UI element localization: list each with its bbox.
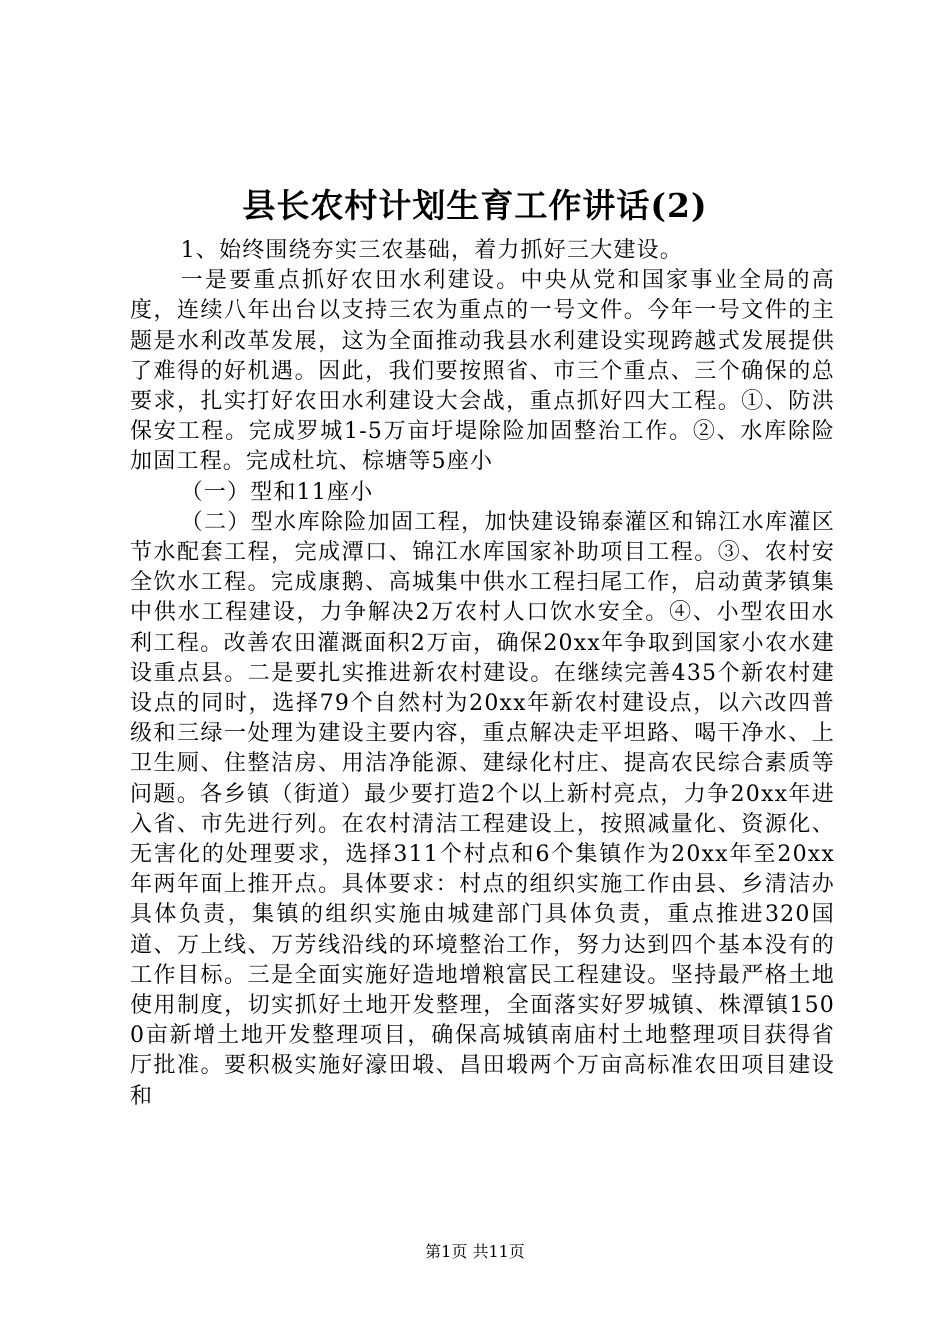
document-body [130, 236, 835, 1112]
document-title: 县长农村计划生育工作讲话(2) [242, 186, 708, 225]
paragraph: 一是要重点抓好农田水利建设。中央从党和国家事业全局的高度，连续八年出台以支持三农为重点的一号文件。今年一号文件的主题是水利改革发展，这为全面推动我县水利建设实现跨越式发展提供了难得的好机遇。因此，我们要按照省、市三个重点、三个确保的总要求，扎实打好农田水利建设大会战，重点抓好四大工程。①、防洪保安工程。完成罗城1-5万亩圩堤除险加固整治工作。②、水库除险加固工程。完成杜坑、棕塘等5座小 [130, 268, 835, 475]
paragraph: （二）型水库除险加固工程，加快建设锦泰灌区和锦江水库灌区节水配套工程，完成潭口、锦江水库国家补助项目工程。③、农村安全饮水工程。完成康鹅、高城集中供水工程扫尾工作，启动黄茅镇集中供水工程建设，力争解决2万农村人口饮水安全。④、小型农田水利工程。改善农田灌溉面积2万亩，确保20xx年争取到国家小农水建设重点县。二是要扎实推进新农村建设。在继续完善435个新农村建设点的同时，选择79个自然村为20xx年新农村建设点，以六改四普级和三绿一处理为建设主要内容，重点解决走平坦路、喝干净水、上卫生厕、住整洁房、用洁净能源、建绿化村庄、提高农民综合素质等问题。各乡镇（街道）最少要打造2个以上新村亮点，力争20xx年进入省、市先进行列。在农村清洁工程建设上，按照减量化、资源化、无害化的处理要求，选择311个村点和6个集镇作为20xx年至20xx年两年面上推开点。具体要求：村点的组织实施工作由县、乡清洁办具体负责，集镇的组织实施由城建部门具体负责，重点推进320国道、万上线、万芳线沿线的环境整治工作，努力达到四个基本没有的工作目标。三是全面实施好造地增粮富民工程建设。坚持最严格土地使用制度，切实抓好土地开发整理，全面落实好罗城镇、株潭镇1500亩新增土地开发整理项目，确保高城镇南庙村土地整理项目获得省厅批准。要积极实施好濠田塅、昌田塅两个万亩高标准农田项目建设和 [130, 509, 835, 1109]
page-footer: 第1页 共11页 [425, 1242, 525, 1261]
paragraph: 1、始终围绕夯实三农基础，着力抓好三大建设。 [180, 238, 683, 263]
paragraph: （一）型和11座小 [180, 479, 374, 505]
